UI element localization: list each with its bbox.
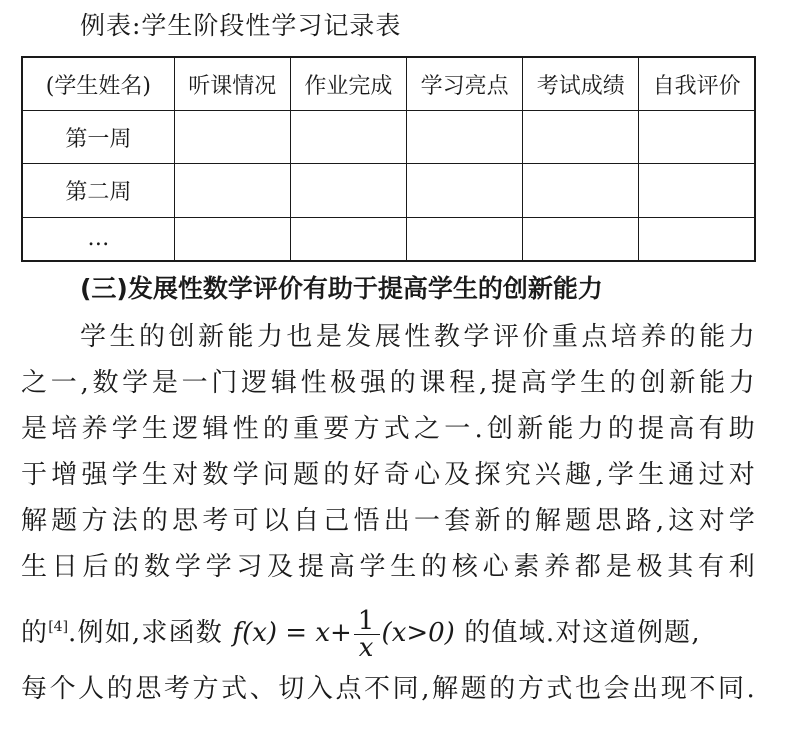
domain-condition: (x>0) — [381, 618, 455, 648]
record-table — [21, 56, 756, 262]
formula-line-end: 的值域.对这道例题, — [464, 618, 701, 648]
table-cell — [174, 164, 290, 217]
function-expression: f(x) = x+ — [232, 618, 352, 648]
table-row — [22, 217, 755, 261]
table-row — [22, 111, 755, 164]
formula-line — [21, 597, 756, 663]
table-cell — [407, 164, 523, 217]
formula-line-start: 的 — [21, 618, 49, 648]
table-cell — [639, 164, 755, 217]
table-cell — [639, 217, 755, 261]
table-cell — [290, 164, 406, 217]
citation-ref: [4] — [48, 619, 69, 635]
header-exam-score: 考试成绩 — [523, 57, 639, 111]
fraction-denominator: x — [358, 632, 375, 663]
header-self-evaluation: 自我评价 — [639, 57, 755, 111]
table-cell — [290, 217, 406, 261]
table-cell — [523, 111, 639, 164]
paragraph-line: 于增强学生对数学问题的好奇心及探究兴趣,学生通过对 — [21, 460, 756, 490]
header-attendance: 听课情况 — [174, 57, 290, 111]
table-row — [22, 164, 755, 217]
row-label: 第二周 — [22, 164, 174, 217]
fraction — [354, 605, 380, 663]
table-header-row — [22, 57, 755, 111]
paragraph-line: 学生的创新能力也是发展性教学评价重点培养的能力 — [80, 322, 756, 352]
fraction-numerator: 1 — [354, 608, 380, 635]
table-cell — [174, 111, 290, 164]
header-homework: 作业完成 — [290, 57, 406, 111]
table-cell — [639, 111, 755, 164]
table-cell — [523, 217, 639, 261]
paragraph-line: 是培养学生逻辑性的重要方式之一.创新能力的提高有助 — [21, 414, 756, 444]
formula-lead-text: .例如,求函数 — [68, 618, 223, 648]
header-student-name: (学生姓名) — [22, 57, 174, 111]
row-label: 第一周 — [22, 111, 174, 164]
table-cell — [174, 217, 290, 261]
paragraph-line: 每个人的思考方式、切入点不同,解题的方式也会出现不同. — [21, 674, 756, 704]
row-label: … — [22, 217, 174, 261]
paragraph-line: 生日后的数学学习及提高学生的核心素养都是极其有利 — [21, 552, 756, 582]
paragraph-line: 解题方法的思考可以自己悟出一套新的解题思路,这对学 — [21, 506, 756, 536]
table-cell — [407, 217, 523, 261]
paragraph-line: 之一,数学是一门逻辑性极强的课程,提高学生的创新能力 — [21, 368, 756, 398]
section-heading: (三)发展性数学评价有助于提高学生的创新能力 — [80, 274, 603, 303]
table-caption: 例表:学生阶段性学习记录表 — [80, 11, 402, 40]
table-cell — [290, 111, 406, 164]
table-cell — [523, 164, 639, 217]
table-cell — [407, 111, 523, 164]
header-highlights: 学习亮点 — [407, 57, 523, 111]
